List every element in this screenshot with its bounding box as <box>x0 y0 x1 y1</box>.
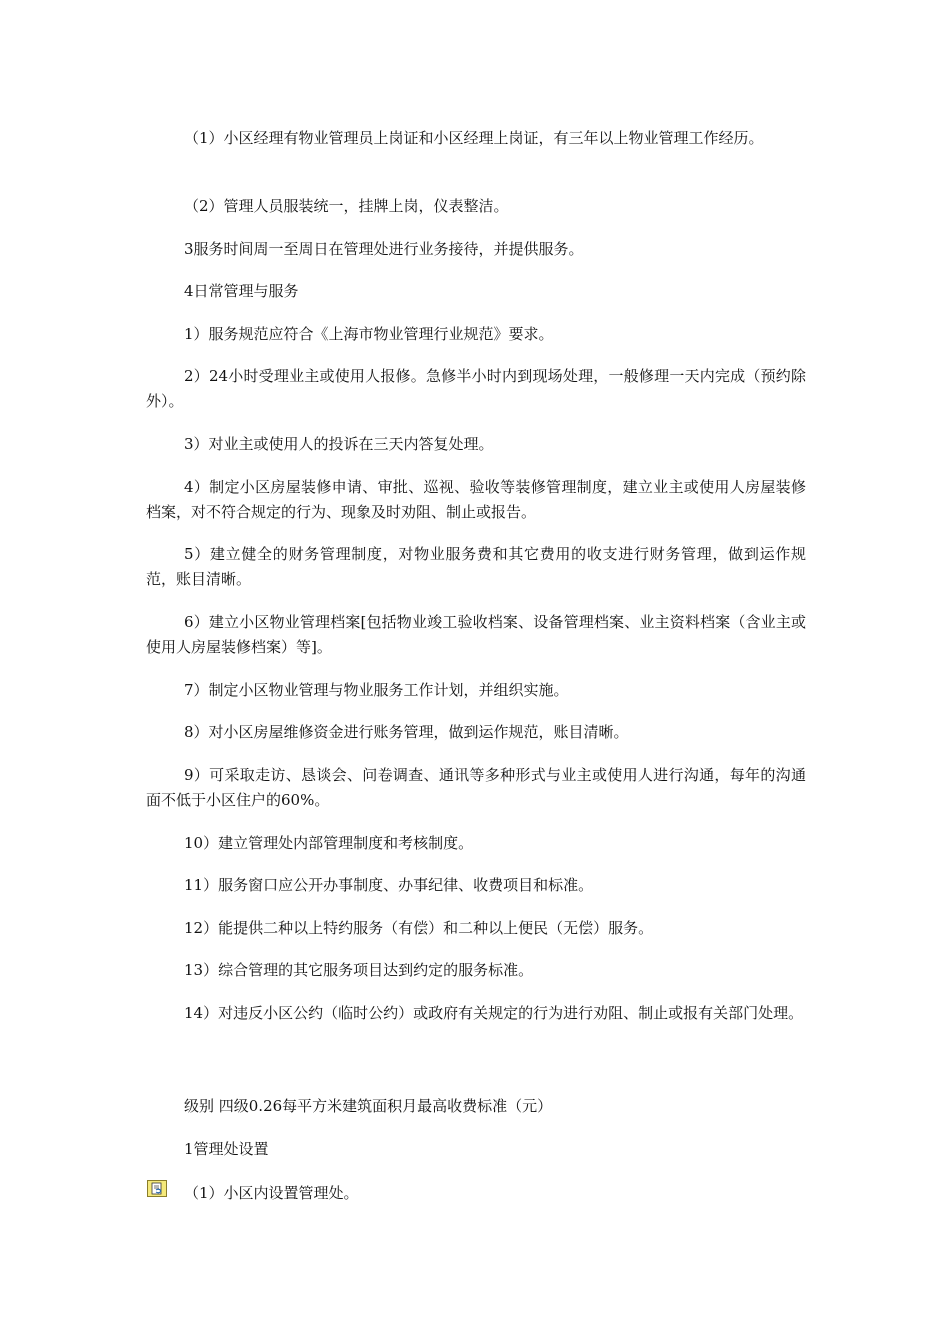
paragraph-15: 11）服务窗口应公开办事制度、办事纪律、收费项目和标准。 <box>184 876 594 894</box>
paragraph-last: （1）小区内设置管理处。 <box>184 1184 359 1202</box>
paragraph-2: （2）管理人员服装统一，挂牌上岗，仪表整洁。 <box>184 197 509 215</box>
paragraph-6: 2）24小时受理业主或使用人报修。急修半小时内到现场处理，一般修理一天内完成（预约除外）。 <box>146 367 806 410</box>
paragraph-16: 12）能提供二种以上特约服务（有偿）和二种以上便民（无偿）服务。 <box>184 919 654 937</box>
paragraph-5: 1）服务规范应符合《上海市物业管理行业规范》要求。 <box>184 325 554 343</box>
paragraph-18: 14）对违反小区公约（临时公约）或政府有关规定的行为进行劝阻、制止或报有关部门处理。 <box>184 1004 804 1022</box>
paragraph-7: 3）对业主或使用人的投诉在三天内答复处理。 <box>184 435 494 453</box>
paragraph-1: （1）小区经理有物业管理员上岗证和小区经理上岗证，有三年以上物业管理工作经历。 <box>184 129 764 147</box>
paragraph-8: 4）制定小区房屋装修申请、审批、巡视、验收等装修管理制度，建立业主或使用人房屋装修档案，对不符合规定的行为、现象及时劝阻、制止或报告。 <box>146 478 806 521</box>
fee-standard-line: 级别 四级0.26每平方米建筑面积月最高收费标准（元） <box>184 1097 553 1115</box>
paragraph-4: 4日常管理与服务 <box>184 282 299 300</box>
paragraph-9: 5）建立健全的财务管理制度，对物业服务费和其它费用的收支进行财务管理，做到运作规范，账目清晰。 <box>146 545 806 588</box>
paragraph-12: 8）对小区房屋维修资金进行账务管理，做到运作规范，账目清晰。 <box>184 723 629 741</box>
paragraph-17: 13）综合管理的其它服务项目达到约定的服务标准。 <box>184 961 534 979</box>
section-heading: 1管理处设置 <box>184 1140 269 1158</box>
paragraph-10: 6）建立小区物业管理档案[包括物业竣工验收档案、设备管理档案、业主资料档案（含业主或使用人房屋装修档案）等]。 <box>146 613 806 656</box>
paragraph-13: 9）可采取走访、恳谈会、问卷调查、通讯等多种形式与业主或使用人进行沟通，每年的沟通面不低于小区住户的60%。 <box>146 766 806 809</box>
paragraph-14: 10）建立管理处内部管理制度和考核制度。 <box>184 834 474 852</box>
paragraph-3: 3服务时间周一至周日在管理处进行业务接待，并提供服务。 <box>184 240 584 258</box>
paragraph-11: 7）制定小区物业管理与物业服务工作计划，并组织实施。 <box>184 681 569 699</box>
